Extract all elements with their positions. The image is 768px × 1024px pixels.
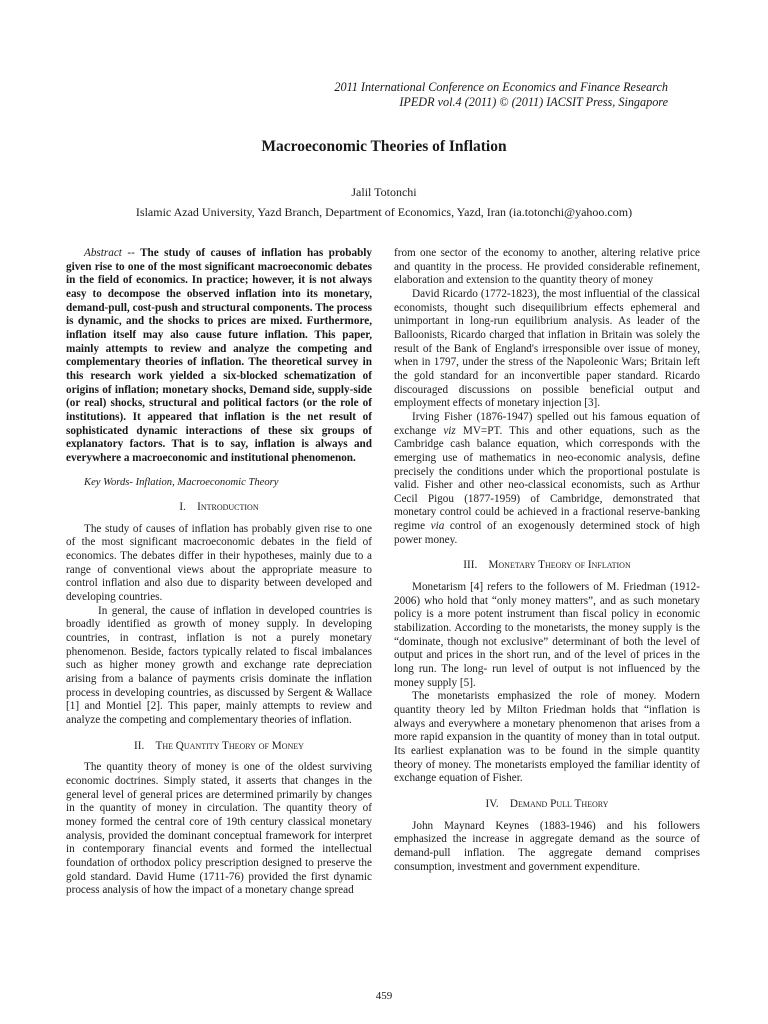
section-heading-introduction: I. Introduction (179, 501, 259, 514)
section-heading-monetary-theory: III. Monetary Theory of Inflation (463, 559, 631, 572)
conference-name: 2011 International Conference on Economics and Finance Research (334, 80, 668, 94)
left-column (66, 247, 372, 898)
paragraph: David Ricardo (1772-1823), the most influential of the classical economists, thought such disequilibrium effects ephemeral and unimportant in long-run equilibrium analysis. As leader of the Balloonists, Ricardo charged that inflation in Britain was solely the result of the Bank of England's irresponsible over issue of money, when in 1797, under the stress of the Napoleonic Wars; Britain left the gold standard for an inconvertible paper standard. Ricardo discouraged discussions on possible beneficial output and employment effects of monetary injection [3]. (394, 287, 700, 410)
paragraph: The quantity theory of money is one of the oldest surviving economic doctrines. Simply stated, it asserts that changes in the general level of general prices are determined primarily by changes in the quantity of money in circulation. The quantity theory of money formed the central core of 19th century classical monetary analysis, provided the dominant conceptual framework for interpret in contemporary financial events and formed the intellectual foundation of orthodox policy prescription designed to preserve the gold standard. David Hume (1711-76) provided the first dynamic process analysis of how the impact of a monetary change spread (66, 761, 372, 897)
author-affiliation: Islamic Azad University, Yazd Branch, Department of Economics, Yazd, Iran (ia.totonchi@yahoo.com) (135, 205, 633, 219)
proceedings-info: IPEDR vol.4 (2011) © (2011) IACSIT Press, Singapore (399, 95, 668, 109)
paragraph: In general, the cause of inflation in developed countries is broadly identified as growth of money supply. In developing countries, in contrast, inflation is not a purely monetary phenomenon. Beside, factors typically related to fiscal imbalances such as higher money growth and exchange rate depreciation arising from a balance of payments crisis dominate the inflation process in developing countries, as discussed by Sergent & Wallace [1] and Montiel [2]. This paper, mainly attempts to review and analyze the competing and complementary theories of inflation. (66, 604, 372, 726)
abstract-text: The study of causes of inflation has probably given rise to one of the most significant macroeconomic debates in the field of economics. In practice; however, it is not always easy to decompose the observed inflation into its monetary, demand-pull, cost-push and structural components. The process is dynamic, and the shocks to prices are mixed. Furthermore, inflation itself may also cause future inflation. This paper, mainly attempts to review and analyze the competing and complementary theories of inflation. The theoretical survey in this research work yielded a six-blocked schematization of origins of inflation; monetary shocks, Demand side, supply-side (or real) shocks, structural and political factors (or the role of institutions). It appeared that inflation is the net result of sophisticated dynamic interactions of these six groups of explanatory factors. That is to say, inflation is always and everywhere a macroeconomic and institutional phenomenon. (66, 247, 372, 464)
page-number: 459 (375, 990, 393, 1002)
paragraph: The monetarists emphasized the role of money. Modern quantity theory led by Milton Friedman holds that “inflation is always and everywhere a monetary phenomenon that arises from a more rapid expansion in the quantity of money than in total output. Its earliest explanation was to be found in the simple quantity theory of money. The monetarists employed the familiar identity of exchange equation of Fisher. (394, 690, 700, 785)
keywords: Key Words- Inflation, Macroeconomic Theory (84, 476, 279, 488)
conference-header (334, 80, 668, 110)
author-name: Jalil Totonchi (351, 185, 417, 199)
paragraph: from one sector of the economy to another, altering relative price and quantity in the process. He provided considerable refinement, elaboration and extension to the quantity theory of money (394, 247, 700, 287)
section-heading-quantity-theory: II. The Quantity Theory of Money (134, 739, 304, 752)
paper-title: Macroeconomic Theories of Inflation (261, 138, 507, 155)
abstract (66, 247, 372, 466)
section-heading-demand-pull: IV. Demand Pull Theory (485, 797, 609, 810)
paragraph: Irving Fisher (1876-1947) spelled out his famous equation of exchange viz MV=PT. This and other equations, such as the Cambridge cash balance equation, which corresponds with the emerging use of mathematics in neo-economic analysis, define precisely the conditions under which the proportional postulate is valid. Fisher and other neo-classical economists, such as Arthur Cecil Pigou (1877-1959) of Cambridge, demonstrated that monetary control could be achieved in a fractional reserve-banking regime via control of an exogenously determined stock of high power money. (394, 410, 701, 546)
paragraph: Monetarism [4] refers to the followers of M. Friedman (1912-2006) who hold that “only money matters”, and as such monetary policy is a more potent instrument than fiscal policy in economic stabilization. According to the monetarists, the money supply is the “dominate, though not exclusive” determinant of both the level of output and prices in the short run, and of the level of prices in the long run. The long- run level of output is not influenced by the money supply [5]. (394, 581, 700, 689)
paragraph: The study of causes of inflation has probably given rise to one of the most significant macroeconomic debates in the field of economics. The debates differ in their hypotheses, mainly due to a range of conventional views about the appropriate measure to control inflation and also due to disparity between developed and developing countries. (66, 522, 372, 604)
paragraph: John Maynard Keynes (1883-1946) and his followers emphasized the increase in aggregate demand as the source of demand-pull inflation. The aggregate demand comprises consumption, investment and government expenditure. (394, 819, 700, 873)
abstract-label: Abstract -- (84, 247, 135, 259)
right-column (394, 247, 700, 874)
